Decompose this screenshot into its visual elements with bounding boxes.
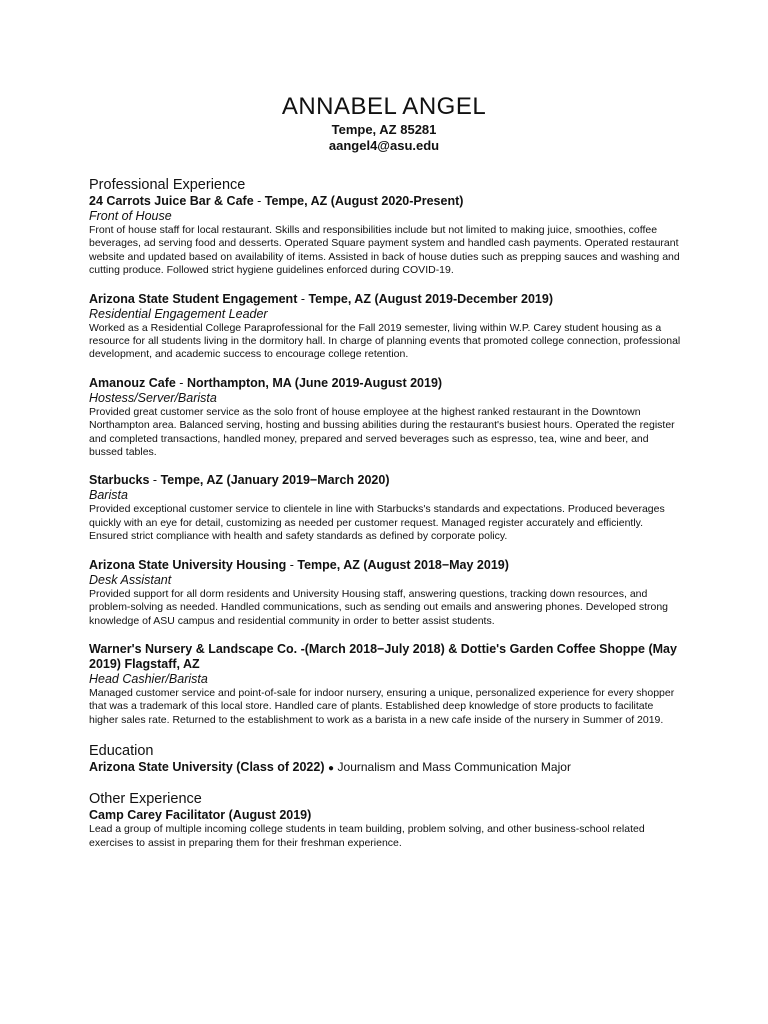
entry-title — [89, 473, 683, 488]
entry-role: Barista — [89, 488, 128, 503]
education-line — [89, 760, 683, 776]
entry-description: Managed customer service and point-of-sale for indoor nursery, ensuring a unique, personalized experience for every shopper that was a trademark of this local store. Handled care of plants. Established deep knowledge of store products to facilitate higher sales rate. Returned to the establishment to work as a barista in a new cafe inside of the nursery in Summer of 2019. — [89, 686, 675, 726]
entry-location-dates: Tempe, AZ (August 2019-December 2019) — [308, 291, 553, 306]
entry-title — [89, 194, 683, 209]
experience-entry — [89, 473, 683, 543]
education-school: Arizona State University (Class of 2022) — [89, 760, 325, 775]
entry-employer: Arizona State Student Engagement — [89, 291, 298, 306]
entry-role: Head Cashier/Barista — [89, 671, 208, 686]
applicant-location: Tempe, AZ 85281 — [331, 122, 437, 137]
entry-description: Worked as a Residential College Paraprofessional for the Fall 2019 semester, living within W.P. Carey student housing as a resource for all students living in the dormitory hall. In charge of planning events that promoted college connection, professional development, and academic success to encourage college retention. — [89, 321, 681, 361]
professional-experience-list — [89, 194, 683, 727]
experience-entry — [89, 558, 683, 628]
section-title-education: Education — [89, 743, 154, 760]
entry-separator: - — [175, 375, 187, 390]
entry-separator: - — [286, 557, 298, 572]
experience-entry — [89, 194, 683, 278]
entry-title — [89, 376, 683, 391]
bullet-icon: ● — [327, 763, 335, 775]
entry-employer: Amanouz Cafe — [89, 375, 176, 390]
entry-employer: Warner's Nursery & Landscape Co. -(March 2018−July 2018) & Dottie's Garden Coffee Shoppe (May 2019) Flagstaff, AZ — [89, 641, 677, 671]
entry-description: Provided great customer service as the solo front of house employee at the highest ranked restaurant in the Downtown Northampton area. Balanced serving, hosting and bussing abilities during the restaurant's busiest hours. Operated the register and completed transactions, handled money, prepared and served beverages such as espresso, tea, wine and beer, and bussed tables. — [89, 405, 675, 459]
entry-employer: Arizona State University Housing — [89, 557, 287, 572]
other-experience-entry — [89, 808, 683, 850]
section-title-professional-experience: Professional Experience — [89, 177, 246, 193]
entry-separator: - — [297, 291, 309, 306]
entry-title — [89, 292, 683, 307]
entry-role: Hostess/Server/Barista — [89, 390, 217, 405]
entry-role: Front of House — [89, 209, 172, 223]
entry-title — [89, 558, 683, 573]
entry-employer: 24 Carrots Juice Bar & Cafe — [89, 194, 254, 208]
experience-entry — [89, 292, 683, 362]
applicant-email: aangel4@asu.edu — [328, 138, 440, 153]
resume-page — [89, 92, 683, 850]
entry-location-dates: Tempe, AZ (January 2019−March 2020) — [160, 473, 390, 488]
entry-description: Lead a group of multiple incoming college students in team building, problem solving, and other business-school related exercises to assist in preparing them for their freshman experience. — [89, 823, 645, 849]
resume-header — [0, 92, 768, 154]
entry-role: Residential Engagement Leader — [89, 306, 268, 321]
entry-location-dates: Northampton, MA (June 2019-August 2019) — [186, 375, 443, 390]
entry-employer: Starbucks — [89, 473, 150, 488]
entry-location-dates: Tempe, AZ (August 2020-Present) — [264, 194, 464, 208]
entry-title: Camp Carey Facilitator (August 2019) — [89, 808, 312, 823]
entry-separator: - — [149, 473, 161, 488]
education-major: Journalism and Mass Communication Major — [337, 760, 571, 775]
entry-description: Provided support for all dorm residents and University Housing staff, answering questions, tracking down resources, and problem-solving as needed. Handled communications, such as sending out emails and answering phones. Developed strong knowledge of ASU campus and residential community in order to better assist students. — [89, 587, 669, 627]
entry-separator: - — [253, 194, 265, 208]
entry-description: Provided exceptional customer service to clientele in line with Starbucks's standards and expectations. Produced beverages quickly with an eye for detail, customizing as needed per customer request. Managed register accurately and efficiently. Ensured strict compliance with health and safety standards as defined by corporate policy. — [89, 503, 665, 543]
section-title-other-experience: Other Experience — [89, 791, 202, 808]
experience-entry — [89, 642, 683, 727]
applicant-name: ANNABEL ANGEL — [281, 93, 487, 120]
entry-location-dates: Tempe, AZ (August 2018−May 2019) — [297, 557, 509, 572]
entry-role: Desk Assistant — [89, 572, 172, 587]
other-experience-list — [89, 808, 683, 850]
entry-description: Front of house staff for local restaurant. Skills and responsibilities include but not limited to making juice, smoothies, coffee beverages, ad serving food and desserts. Operated Square payment system and handled cash payments. Operated restaurant website and updated based on availability of items. Assisted in back of house duties such as prepping sauces and washing and cutting produce. Followed strict hygiene guidelines enforced during COVID-19. — [89, 224, 680, 277]
entry-title — [89, 642, 683, 672]
experience-entry — [89, 376, 683, 460]
